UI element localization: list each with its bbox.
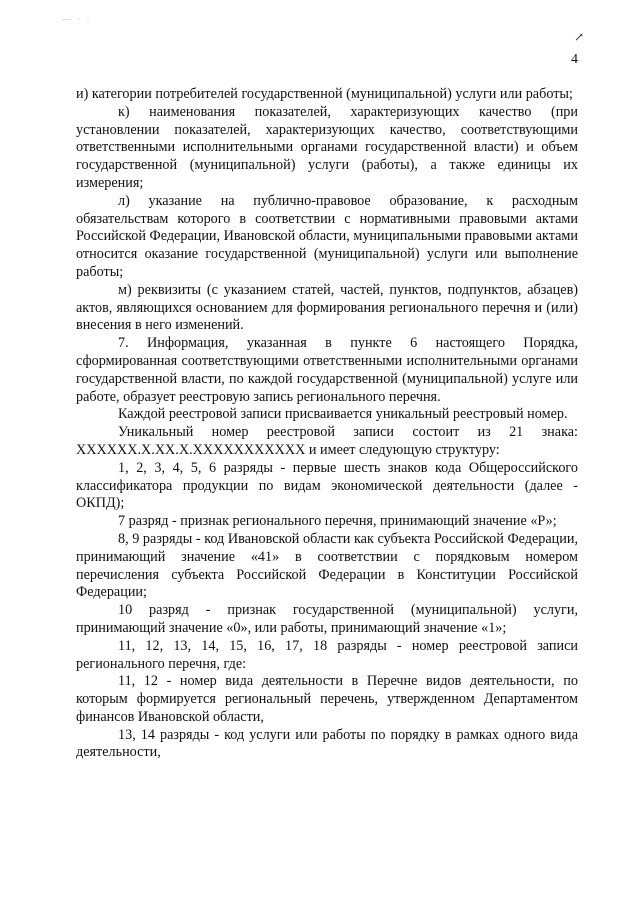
paragraph-digits-8-9: 8, 9 разряды - код Ивановской области как субъекта Российской Федерации, принимающий значение «41» в соответствии с порядковым номером перечисления субъекта Российской Федерации в Конституции Российской Федерации; <box>76 530 578 601</box>
body-text <box>76 86 578 762</box>
paragraph-registry-number: Каждой реестровой записи присваивается уникальный реестровый номер. <box>118 406 568 423</box>
paragraph-digits-11-12: 11, 12 - номер вида деятельности в Перечне видов деятельности, по которым формируется региональный перечень, утвержденном Департаментом финансов Ивановской области, <box>76 673 578 725</box>
corner-mark: ↗ <box>573 30 584 44</box>
paragraph-i: и) категории потребителей государственной (муниципальной) услуги или работы; <box>76 86 573 102</box>
paragraph-k: к) наименования показателей, характеризующих качество (при установлении показателей, характеризующих качество, соответствующими ответственными исполнительными органами государственной власти) и объем государственной (муниципальной) услуги (работы), а также единицы их измерения; <box>76 103 578 191</box>
paragraph-digit-7: 7 разряд - признак регионального перечня, принимающий значение «Р»; <box>118 513 557 530</box>
paragraph-m: м) реквизиты (с указанием статей, частей, пунктов, подпунктов, абзацев) актов, являющихся основанием для формирования регионального перечня и (или) внесения в него изменений. <box>76 281 578 334</box>
scan-specks: — · · <box>62 14 92 24</box>
paragraph-digits-1-6: 1, 2, 3, 4, 5, 6 разряды - первые шесть знаков кода Общероссийского классификатора продукции по видам экономической деятельности (далее - ОКПД); <box>76 459 578 512</box>
paragraph-7: 7. Информация, указанная в пункте 6 настоящего Порядка, сформированная соответствующими ответственными исполнительными органами государственной власти, по каждой государственной (муниципальной) услуге или работе, образует реестровую запись регионального перечня. <box>76 335 578 405</box>
paragraph-digits-11-18: 11, 12, 13, 14, 15, 16, 17, 18 разряды - номер реестровой записи регионального перечня, где: <box>76 637 578 672</box>
page-number: 4 <box>571 52 578 67</box>
paragraph-digit-10: 10 разряд - признак государственной (муниципальной) услуги, принимающий значение «0», или работы, принимающий значение «1»; <box>76 602 578 636</box>
paragraph-number-structure: Уникальный номер реестровой записи состоит из 21 знака: XXXXXX.X.XX.X.XXXXXXXXXXX и имеет следующую структуру: <box>76 424 578 458</box>
paragraph-digits-13-14: 13, 14 разряды - код услуги или работы по порядку в рамках одного вида деятельности, <box>76 726 578 761</box>
paragraph-l: л) указание на публично-правовое образование, к расходным обязательствам которого в соответствии с нормативными правовыми актами Российской Федерации, Ивановской области, муниципальными правовыми актами относится оказание государственной (муниципальной) услуги или выполнение работы; <box>76 192 578 280</box>
